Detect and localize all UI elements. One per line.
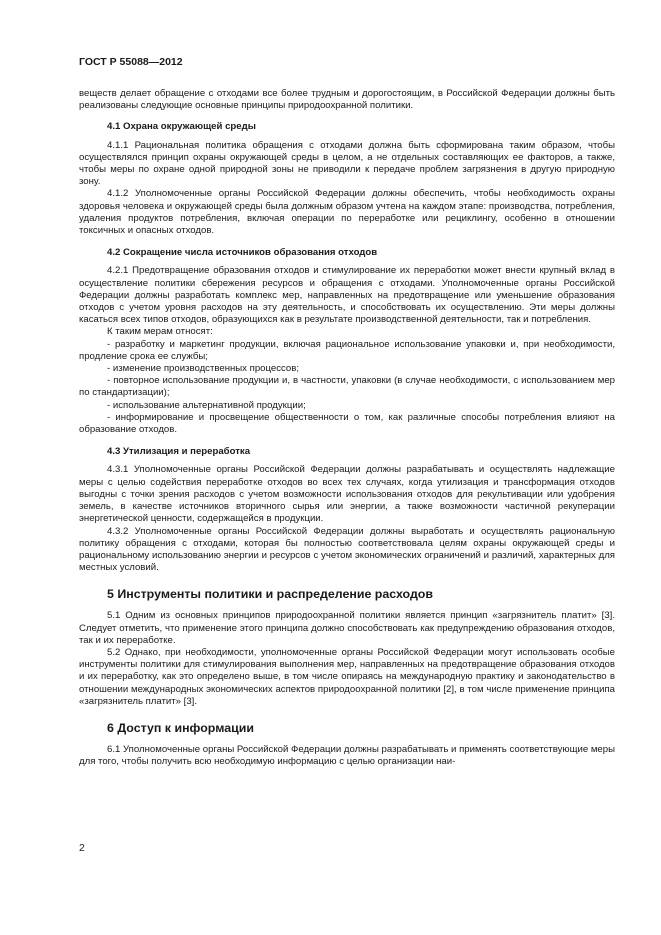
subsection-title-4-3: 4.3 Утилизация и переработка — [107, 446, 251, 458]
document-header: ГОСТ Р 55088—2012 — [79, 56, 183, 68]
section-title-5: 5 Инструменты политики и распределение расходов — [107, 587, 433, 602]
paragraph-4-1-1: 4.1.1 Рациональная политика обращения с отходами должна быть сформирована таким образом, чтобы осуществлялся принцип охраны окружающей среды в целом, а не отдельных составляющих ее факторов, а также, чтобы меры по охране одной природной зоны не приводили к передаче проблем загрязнения в другую природную зону. — [79, 139, 615, 188]
paragraph-5-1: 5.1 Одним из основных принципов природоохранной политики является принцип «загрязнитель платит» [3]. Следует отметить, что применение этого принципа должно способствовать как предупреждению образования отходов, так и их переработке. — [79, 610, 615, 646]
paragraph-4-2-1: 4.2.1 Предотвращение образования отходов и стимулирование их переработки может внести крупный вклад в осуществление политики сбережения ресурсов и обращения с отходами. Уполномоченные органы Российской Федерации должны разработать комплекс мер, направленных на предотвращение или уменьшение образования отходов с учетом уровня расходов на эту деятельность, и способствовать их осуществлению. Эти меры должны касаться всех типов отходов, образующихся как в результате производственной деятельности, так и потребления. — [79, 265, 615, 326]
page-number: 2 — [79, 842, 85, 854]
subsection-title-4-2: 4.2 Сокращение числа источников образования отходов — [107, 247, 378, 259]
list-item: - повторное использование продукции и, в частности, упаковки (в случае необходимости, с использованием мер по стандартизации); — [79, 375, 615, 399]
subsection-title-4-1: 4.1 Охрана окружающей среды — [107, 121, 256, 133]
list-item: - изменение производственных процессов; — [107, 363, 300, 375]
paragraph-5-2: 5.2 Однако, при необходимости, уполномоченные органы Российской Федерации могут использовать особые инструменты политики для стимулирования выполнения мер, направленных на предотвращение образования отходов и их переработку, как это определено выше, в том числе опираясь на международную практику и законодательство в отношении международных экономических аспектов природоохранной политики [2], в том числе применение принципа «загрязнитель платит» [3]. — [79, 646, 615, 707]
paragraph-4-3-2: 4.3.2 Уполномоченные органы Российской Федерации должны выработать и осуществлять рациональную политику обращения с отходами, которая бы полностью соответствовала целям охраны окружающей среды и рациональному использованию энергии и ресурсов с учетом экономических ограничений и различий, характерных для местных условий. — [79, 525, 615, 574]
measures-lead: К таким мерам относят: — [107, 326, 213, 338]
paragraph-4-1-2: 4.1.2 Уполномоченные органы Российской Федерации должны обеспечить, чтобы необходимость охраны здоровья человека и окружающей среды была должным образом учтена на каждом этапе: производства, потребления, удаления продуктов потребления, включая операции по переработке или рециклингу, особенно в отношении токсичных и опасных отходов. — [79, 188, 615, 237]
page-content — [79, 88, 615, 768]
list-item: - использование альтернативной продукции; — [107, 399, 306, 411]
list-item: - информирование и просвещение общественности о том, как различные способы потребления влияют на образование отходов. — [79, 411, 615, 436]
section-title-6: 6 Доступ к информации — [107, 720, 254, 735]
paragraph-4-3-1: 4.3.1 Уполномоченные органы Российской Федерации должны разрабатывать и осуществлять надлежащие меры с целью содействия переработке отходов во всех тех случаях, когда утилизация и трансформация отходов выгодны с точки зрения расходов с учетом возможности использования отходов для рекультивации или удобрения земель, в качестве источников вторичного сырья или энергии, а также возможности частичной рекуперации энергетической ценности, содержащейся в продукции. — [79, 464, 615, 525]
paragraph-6-1: 6.1 Уполномоченные органы Российской Федерации должны разрабатывать и применять соответствующие меры для того, чтобы получить всю необходимую информацию с целью организации наи- — [79, 743, 615, 768]
list-item: - разработку и маркетинг продукции, включая рациональное использование упаковки и, при необходимости, продление срока ее службы; — [79, 338, 615, 362]
intro-paragraph: веществ делает обращение с отходами все более трудным и дорогостоящим, в Российской Федерации должны быть реализованы следующие основные принципы природоохранной политики. — [79, 88, 615, 112]
